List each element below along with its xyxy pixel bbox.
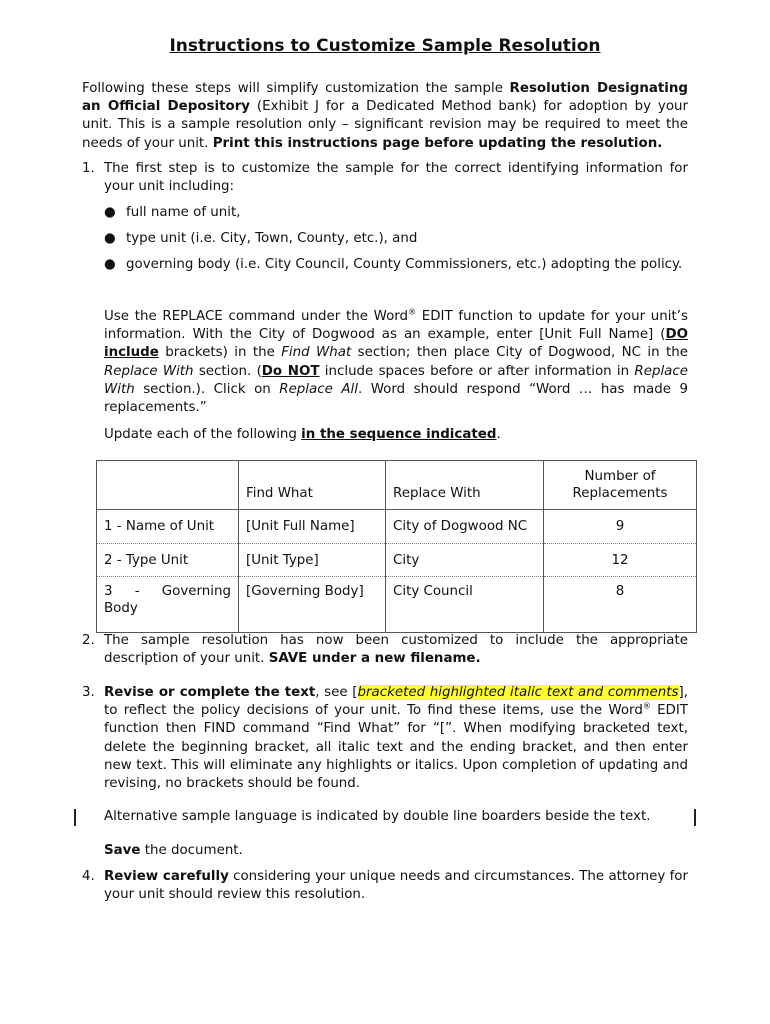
intro-text: Following these steps will simplify customization the sample: [82, 81, 510, 96]
replacement-table: [96, 460, 697, 633]
step-number-2: 2.: [82, 633, 95, 648]
replace-text: EDIT function to update for your unit’s information. With the City of Dogwood as an example, enter [Unit Full Name] (: [104, 309, 688, 343]
replace-text: include spaces before or after information in: [319, 363, 635, 379]
table-cell: City of Dogwood NC: [386, 510, 544, 544]
table-cell: City Council: [386, 577, 544, 633]
step-1-text: The first step is to customize the sample for the correct identifying information for your unit including:: [104, 161, 688, 195]
bullet-icon: ●: [104, 257, 116, 272]
replace-text: Use the REPLACE command under the Word: [104, 309, 409, 324]
table-cell: [Unit Type]: [239, 544, 386, 577]
table-row: [97, 510, 697, 544]
table-header-cell: Number of Replacements: [544, 461, 697, 510]
step-4-body: considering your unique needs and circumstances. The attorney for your unit should review this resolution.: [104, 869, 688, 903]
table-cell: 8: [544, 577, 697, 633]
alt-border-right: [694, 809, 696, 826]
bullet-text: type unit (i.e. City, Town, County, etc.), and: [126, 231, 418, 246]
revise-emphasis: Revise or complete the text: [104, 685, 316, 700]
step-3-body: ], to reflect the policy decisions of your unit. To find these items, use the Word: [104, 685, 688, 719]
table-cell: 12: [544, 544, 697, 577]
intro-paragraph: [82, 80, 688, 153]
table-row: [97, 577, 697, 633]
step-number-3: 3.: [82, 685, 95, 700]
table-cell: City: [386, 544, 544, 577]
registered-mark: ®: [642, 701, 651, 711]
replace-with-term: Replace With: [104, 363, 194, 379]
registered-mark: ®: [408, 307, 417, 317]
table-header-cell: Replace With: [386, 461, 544, 510]
table-cell: 2 - Type Unit: [97, 544, 239, 577]
find-what-term: Find What: [281, 345, 352, 361]
sequence-emphasis: in the sequence indicated: [301, 427, 497, 442]
bullet-text: full name of unit,: [126, 205, 241, 220]
intro-text-2: (Exhibit J for a Dedicated Method bank) for adoption by your unit. This is a sample resolution only – significant revision may be required to meet the needs of your unit.: [82, 99, 689, 151]
table-header-cell: [97, 461, 239, 510]
resolution-name: Resolution Designating an Official Depository: [82, 81, 688, 115]
table-cell: 9: [544, 510, 697, 544]
print-instruction: Print this instructions page before updating the resolution.: [212, 135, 663, 151]
step-4-text: [104, 868, 688, 904]
step-2-text: [104, 632, 688, 668]
table-cell: [97, 577, 239, 633]
table-cell: [Governing Body]: [239, 577, 386, 633]
table-cell: 1 - Name of Unit: [97, 510, 239, 544]
step-2-body: The sample resolution has now been customized to include the appropriate description of your unit.: [104, 633, 688, 667]
bullet-item: [104, 230, 688, 248]
review-emphasis: Review carefully: [104, 869, 229, 884]
table-header-row: [97, 461, 697, 510]
save-instruction: SAVE under a new filename.: [268, 651, 481, 667]
table-header-cell: Find What: [239, 461, 386, 510]
replace-text: section. (: [193, 363, 262, 379]
table-cell-line: Body: [104, 601, 138, 616]
step-number-1: 1.: [82, 161, 95, 176]
step-3-text: [104, 684, 688, 793]
table-cell-line: 3 - Governing: [104, 584, 231, 599]
replace-text: . Word should respond “Word … has made 9 replacements.”: [104, 381, 688, 416]
step-3-body: EDIT function then FIND command “Find What” for “[”. When modifying bracketed text, delete the beginning bracket, all italic text and the ending bracket, and then enter new text. This will eliminate any highlights or italics. Upon completion of updating and revising, no brackets should be found.: [104, 703, 688, 792]
update-sequence-note: [104, 426, 688, 444]
save-text: the document.: [140, 843, 243, 858]
do-include-emphasis: DO include: [104, 327, 688, 361]
replace-text: section.). Click on: [134, 381, 280, 397]
bullet-item: [104, 204, 688, 222]
replace-text: brackets) in the: [158, 345, 282, 361]
page-title: Instructions to Customize Sample Resolution: [169, 36, 601, 56]
table-cell: [Unit Full Name]: [239, 510, 386, 544]
bullet-icon: ●: [104, 231, 116, 246]
update-text: Update each of the following: [104, 427, 302, 442]
replace-instructions: [104, 308, 688, 417]
alternative-language-note: Alternative sample language is indicated by double line boarders beside the text.: [104, 809, 651, 824]
step-number-4: 4.: [82, 869, 95, 884]
replace-all-term: Replace All: [279, 381, 358, 397]
table-row: [97, 544, 697, 577]
highlighted-example: bracketed highlighted italic text and comments: [357, 685, 679, 700]
alt-border-left: [74, 809, 76, 826]
replace-with-term: Replace With: [104, 363, 688, 397]
bullet-item: [104, 256, 688, 274]
update-text: .: [496, 427, 501, 442]
bullet-text: governing body (i.e. City Council, County Commissioners, etc.) adopting the policy.: [126, 257, 683, 272]
step-3-body: , see [: [315, 685, 358, 700]
bullet-icon: ●: [104, 205, 116, 220]
do-not-emphasis: Do NOT: [261, 363, 320, 379]
replace-text: section; then place City of Dogwood, NC in the: [351, 345, 688, 361]
save-document-note: [104, 842, 688, 860]
save-emphasis: Save: [104, 843, 141, 858]
